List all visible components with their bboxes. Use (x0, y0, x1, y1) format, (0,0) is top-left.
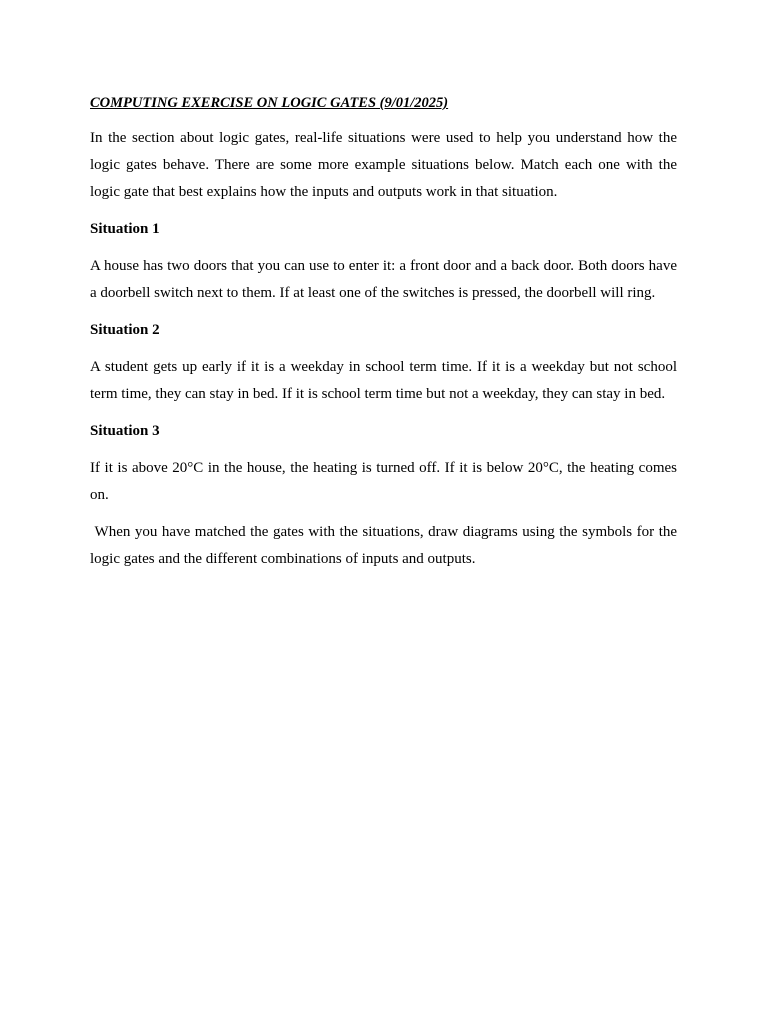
closing-paragraph: When you have matched the gates with the situations, draw diagrams using the symbols for the logic gates and the different combinations of inputs and outputs. (90, 524, 681, 567)
situation-3-heading: Situation 3 (90, 423, 160, 439)
document-page (90, 92, 681, 573)
situation-2-text: A student gets up early if it is a weekday in school term time. If it is a weekday but not school term time, they can stay in bed. If it is school term time but not a weekday, they can stay in bed. (90, 359, 677, 402)
intro-paragraph: In the section about logic gates, real-life situations were used to help you understand how the logic gates behave. There are some more example situations below. Match each one with the logic gate that best explains how the inputs and outputs work in that situation. (90, 130, 677, 200)
situation-1-heading: Situation 1 (90, 221, 160, 237)
situation-3-text: If it is above 20°C in the house, the heating is turned off. If it is below 20°C, the heating comes on. (90, 460, 677, 503)
situation-2-heading: Situation 2 (90, 322, 160, 338)
situation-1-text: A house has two doors that you can use to enter it: a front door and a back door. Both doors have a doorbell switch next to them. If at least one of the switches is pressed, the doorbell will ring. (90, 258, 677, 301)
document-title: COMPUTING EXERCISE ON LOGIC GATES (9/01/2025) (90, 95, 449, 111)
